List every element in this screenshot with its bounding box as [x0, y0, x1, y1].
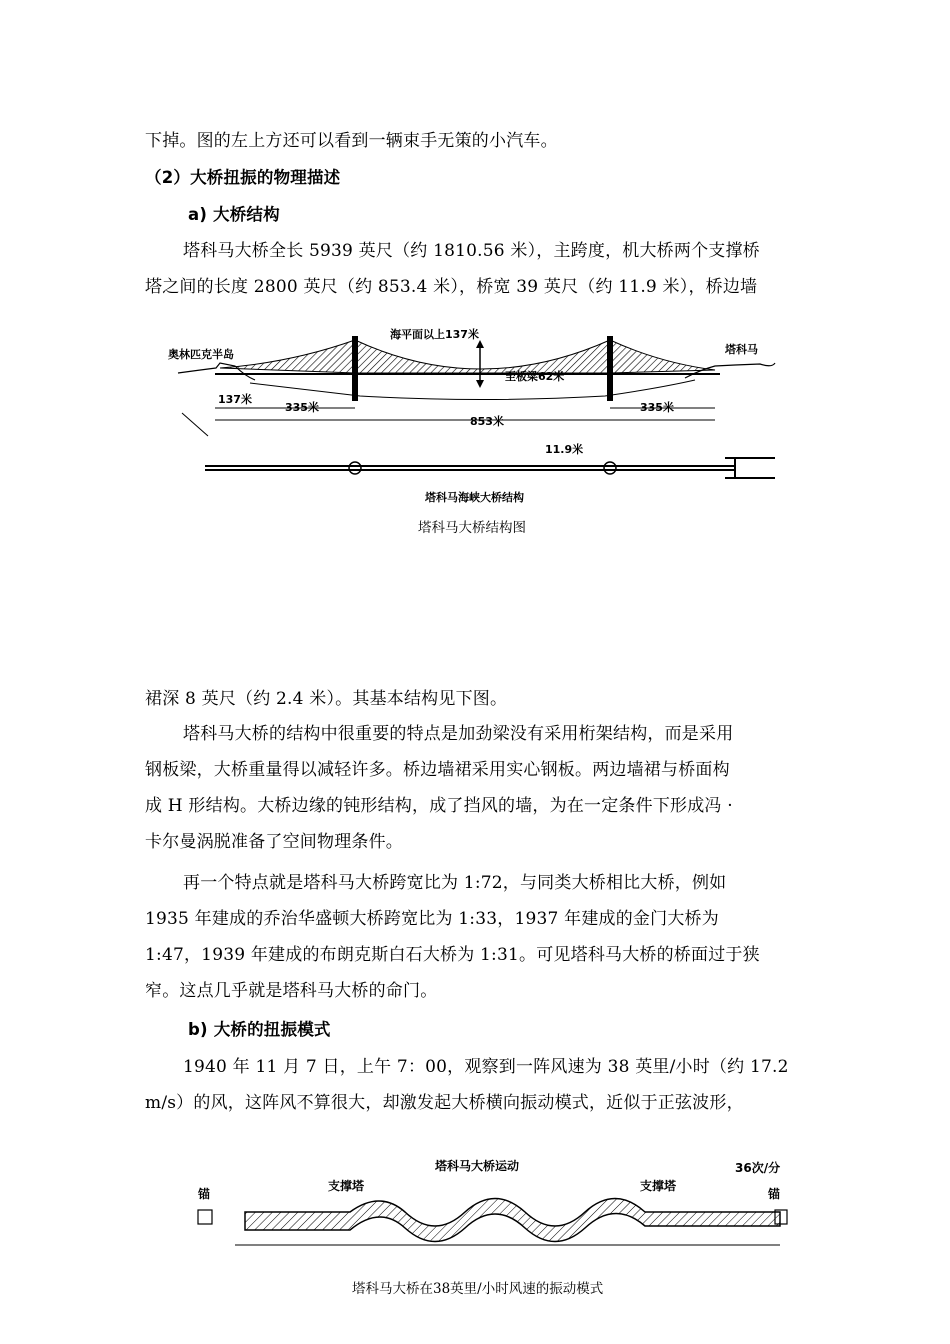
- dim-335-left: 335米: [285, 401, 319, 414]
- oscillation-rate: 36次/分: [735, 1161, 781, 1175]
- tower-left-label: 支撑塔: [328, 1179, 365, 1193]
- section-heading: （2）大桥扭振的物理描述: [145, 168, 341, 187]
- figure1-caption: 塔科马大桥结构图: [418, 520, 526, 536]
- deck-height-label: 至板梁62米: [505, 370, 565, 383]
- dim-853: 853米: [470, 415, 504, 428]
- paragraph-line: 下掉。图的左上方还可以看到一辆束手无策的小汽车。: [145, 131, 558, 151]
- paragraph-line: 塔之间的长度 2800 英尺（约 853.4 米），桥宽 39 英尺（约 11.9 米），桥边墙: [145, 277, 758, 297]
- olympic-peninsula-label: 奥林匹克半岛: [168, 348, 234, 361]
- paragraph-line: 再一个特点就是塔科马大桥跨宽比为 1:72，与同类大桥相比大桥，例如: [183, 873, 727, 893]
- bridge-structure-figure: [160, 318, 800, 518]
- anchor-left-label: 锚: [198, 1187, 211, 1201]
- dim-width: 11.9米: [545, 443, 584, 456]
- paragraph-line: 塔科马大桥的结构中很重要的特点是加劲梁没有采用桁架结构，而是采用: [183, 724, 734, 744]
- paragraph-line: 1940 年 11 月 7 日，上午 7：00，观察到一阵风速为 38 英里/小时（约 17.2: [183, 1057, 789, 1077]
- paragraph-line: 成 H 形结构。大桥边缘的钝形结构，成了挡风的墙，为在一定条件下形成冯 ·: [145, 796, 733, 816]
- paragraph-line: 1935 年建成的乔治华盛顿大桥跨宽比为 1:33，1937 年建成的金门大桥为: [145, 909, 719, 929]
- paragraph-line: 卡尔曼涡脱准备了空间物理条件。: [145, 832, 403, 852]
- height-label: 海平面以上137米: [390, 328, 479, 341]
- tower-right-label: 支撑塔: [640, 1179, 677, 1193]
- tacoma-label: 塔科马: [725, 343, 758, 356]
- anchor-right-label: 锚: [768, 1187, 781, 1201]
- oscillation-title: 塔科马大桥运动: [435, 1159, 520, 1173]
- paragraph-line: m/s）的风，这阵风不算很大，却激发起大桥横向振动模式，近似于正弦波形，: [145, 1093, 744, 1113]
- paragraph-line: 塔科马大桥全长 5939 英尺（约 1810.56 米），主跨度，机大桥两个支撑桥: [183, 241, 760, 261]
- paragraph-line: 窄。这点几乎就是塔科马大桥的命门。: [145, 981, 438, 1001]
- figure-inner-title: 塔科马海峡大桥结构: [425, 491, 524, 504]
- subsection-heading-a: a) 大桥结构: [188, 205, 280, 224]
- paragraph-line: 1:47，1939 年建成的布朗克斯白石大桥为 1:31。可见塔科马大桥的桥面过于狭: [145, 945, 760, 965]
- subsection-heading-b: b) 大桥的扭振模式: [188, 1020, 331, 1039]
- dim-335-right: 335米: [640, 401, 674, 414]
- figure2-caption: 塔科马大桥在38英里/小时风速的振动模式: [352, 1281, 604, 1297]
- dim-137: 137米: [218, 393, 252, 406]
- paragraph-line: 钢板梁，大桥重量得以减轻许多。桥边墙裙采用实心钢板。两边墙裙与桥面构: [145, 760, 730, 780]
- paragraph-line: 裙深 8 英尺（约 2.4 米）。其基本结构见下图。: [145, 689, 508, 709]
- bridge-oscillation-figure: [190, 1150, 810, 1270]
